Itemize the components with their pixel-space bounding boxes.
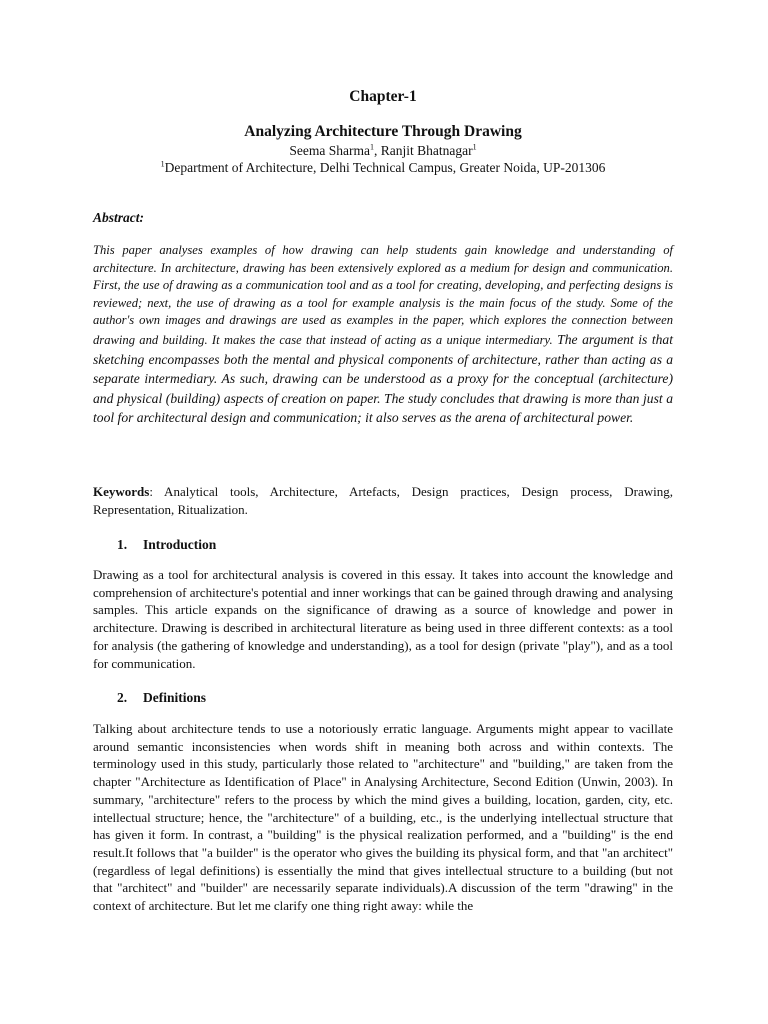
- abstract-heading: Abstract:: [93, 210, 145, 225]
- keywords-label: Keywords: [93, 484, 150, 499]
- author-name: Seema Sharma: [289, 143, 370, 158]
- affiliation-line: [93, 160, 673, 176]
- introduction-paragraph: Drawing as a tool for architectural analysis is covered in this essay. It takes into account the knowledge and comprehension of architecture's potential and inner workings that can be gained through drawing and analysing samples. This article expands on the significance of drawing as a source of knowledge and power in architecture. Drawing is described in architectural literature as being used in three different contexts: as a tool for analysis (the gathering of knowledge and understanding), as a tool for design (private "play"), and as a tool for communication.: [93, 567, 673, 671]
- author-separator: ,: [374, 143, 381, 158]
- chapter-label: Chapter-1: [349, 88, 417, 105]
- definitions-paragraph: Talking about architecture tends to use a notoriously erratic language. Arguments might appear to vacillate around semantic inconsistencies when words shift in meaning both across and within contexts. The terminology used in this study, particularly those related to "architecture" and "building," are taken from the chapter "Architecture as Identification of Place" in Analysing Architecture, Second Edition (Unwin, 2003). In summary, "architecture" refers to the process by which the mind gives a building, location, garden, city, etc. intellectual structure; hence, the "architecture" of a building, etc., is the underlying intellectual structure that has given it form. In contrast, a "building" is the physical realization performed, and a "building" is the end result.It follows that "a builder" is the operator who gives the building its physical form, and that "an architect" (regardless of legal definitions) is essentially the mind that gives intellectual structure to a building (but not that "architect" and "builder" are necessarily separate individuals).A discussion of the term "drawing" in the context of architecture. But let me clarify one thing right away: while the: [93, 721, 673, 914]
- abstract-text-part: The argument is that sketching encompasses both the mental and physical components of architecture, rather than acting as a separate intermediary. As such, drawing can be understood as a proxy for the conceptual (architecture) and physical (building) aspects of creation on paper. The study concludes that drawing is more than just a tool for architectural design and communication; it also serves as the arena of architectural power.: [93, 331, 673, 426]
- keywords-paragraph: [93, 483, 673, 518]
- abstract-body: [93, 242, 673, 428]
- affiliation-marker: 1: [160, 159, 165, 169]
- author-affil-marker: 1: [472, 142, 477, 152]
- abstract-text-part: This paper analyses examples of how drawing can help students gain knowledge and understanding of architecture. In architecture, drawing has been extensively explored as a medium for design and communication. First, the use of drawing as a communication tool and as a tool for creating, developing, and perfecting designs is reviewed; next, the use of drawing as a tool for example analysis is the main focus of the study. Some of the author's own images and drawings are used as examples in the paper, which explores the connection between drawing and building. It makes the case that instead of acting as a unique intermediary.: [93, 243, 673, 347]
- section-heading-introduction: [117, 537, 216, 553]
- author-line: [93, 143, 673, 159]
- affiliation-text: Department of Architecture, Delhi Technical Campus, Greater Noida, UP-201306: [164, 160, 606, 175]
- section-number: 1.: [117, 537, 128, 552]
- keywords-list: : Analytical tools, Architecture, Artefacts, Design practices, Design process, Drawing, Representation, Ritualization.: [93, 484, 673, 517]
- paper-title: Analyzing Architecture Through Drawing: [244, 123, 522, 140]
- section-title: Introduction: [143, 537, 217, 552]
- author-name: Ranjit Bhatnagar: [380, 143, 473, 158]
- section-heading-definitions: [117, 690, 206, 706]
- section-number: 2.: [117, 690, 128, 705]
- section-title: Definitions: [143, 690, 207, 705]
- author-affil-marker: 1: [370, 142, 374, 152]
